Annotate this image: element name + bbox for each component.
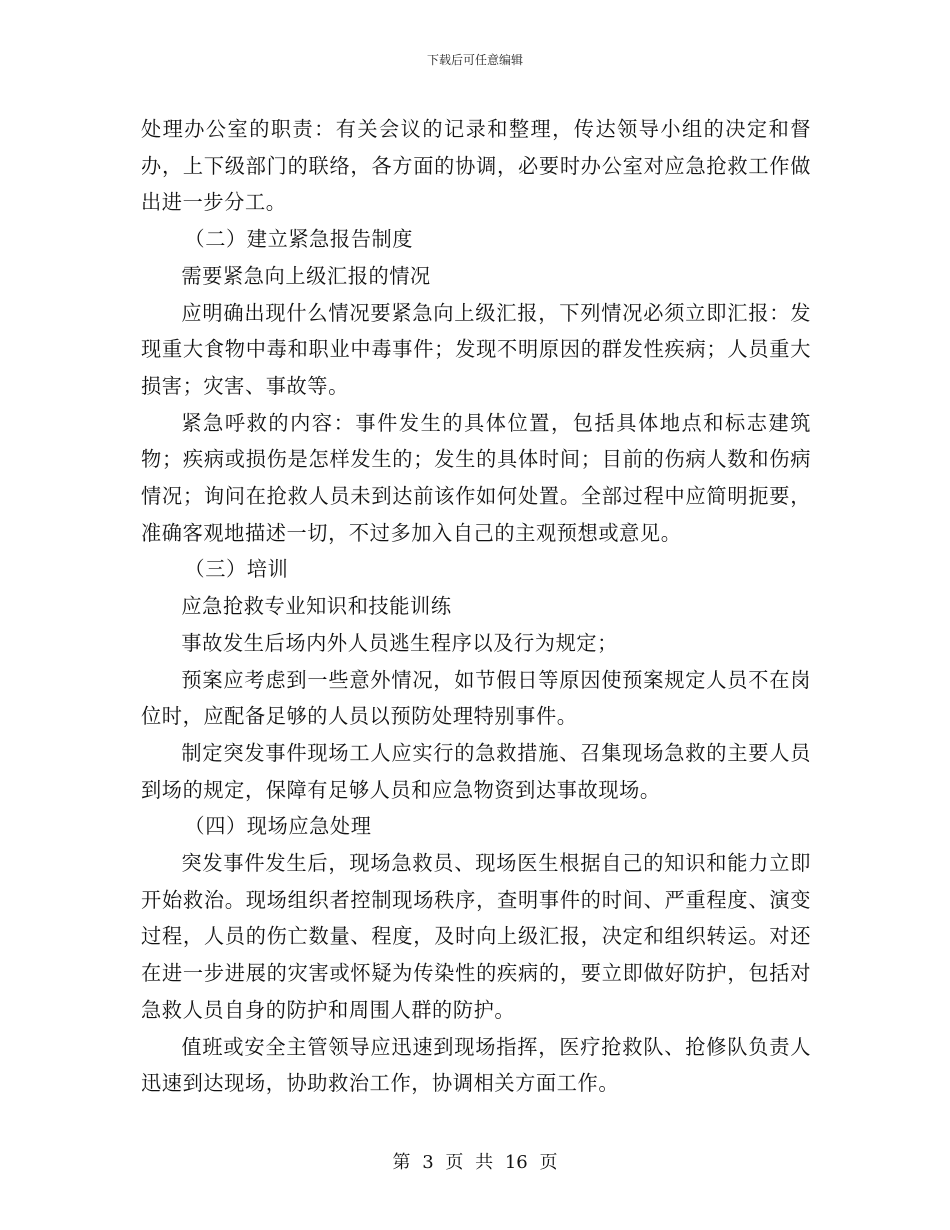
section-heading-training: （三）培训	[184, 557, 289, 582]
section-heading-onsite-response: （四）现场应急处理	[184, 814, 372, 839]
paragraph-call-content: 紧急呼救的内容：事件发生的具体位置，包括具体地点和标志建筑物；疾病或损伤是怎样发生的；发生的具体时间；目前的伤病人数和伤病情况；询问在抢救人员未到达前该作如何处置。全部过程中应简明扼要，准确客观地描述一切，不过多加入自己的主观预想或意见。	[141, 410, 811, 545]
paragraph-report-criteria: 应明确出现什么情况要紧急向上级汇报，下列情况必须立即汇报：发现重大食物中毒和职业中毒事件；发现不明原因的群发性疾病；人员重大损害；灾害、事故等。	[141, 300, 811, 398]
paragraph-escape-procedure: 事故发生后场内外人员逃生程序以及行为规定；	[181, 630, 618, 655]
paragraph-command: 值班或安全主管领导应迅速到现场指挥，医疗抢救队、抢修队负责人迅速到达现场，协助救治工作，协调相关方面工作。	[141, 1034, 811, 1096]
page-footer: 第 3 页 共 16 页	[392, 1152, 558, 1173]
paragraph-first-aid-measures: 制定突发事件现场工人应实行的急救措施、召集现场急救的主要人员到场的规定，保障有足够人员和应急物资到达事故现场。	[141, 740, 811, 802]
paragraph-skills-training: 应急抢救专业知识和技能训练	[181, 594, 452, 619]
page-header: 下载后可任意编辑	[426, 53, 523, 67]
paragraph-report-situations: 需要紧急向上级汇报的情况	[181, 263, 431, 288]
section-heading-emergency-report: （二）建立紧急报告制度	[184, 227, 414, 252]
paragraph-contingency: 预案应考虑到一些意外情况，如节假日等原因使预案规定人员不在岗位时，应配备足够的人员以预防处理特别事件。	[141, 667, 811, 729]
paragraph-onsite-treatment: 突发事件发生后，现场急救员、现场医生根据自己的知识和能力立即开始救治。现场组织者控制现场秩序，查明事件的时间、严重程度、演变过程，人员的伤亡数量、程度，及时向上级汇报，决定和组织转运。对还在进一步进展的灾害或怀疑为传染性的疾病的，要立即做好防护，包括对急救人员自身的防护和周围人群的防护。	[141, 851, 811, 1022]
document-body	[141, 111, 811, 1102]
paragraph-office-duties: 处理办公室的职责：有关会议的记录和整理，传达领导小组的决定和督办，上下级部门的联络，各方面的协调，必要时办公室对应急抢救工作做出进一步分工。	[141, 117, 811, 215]
